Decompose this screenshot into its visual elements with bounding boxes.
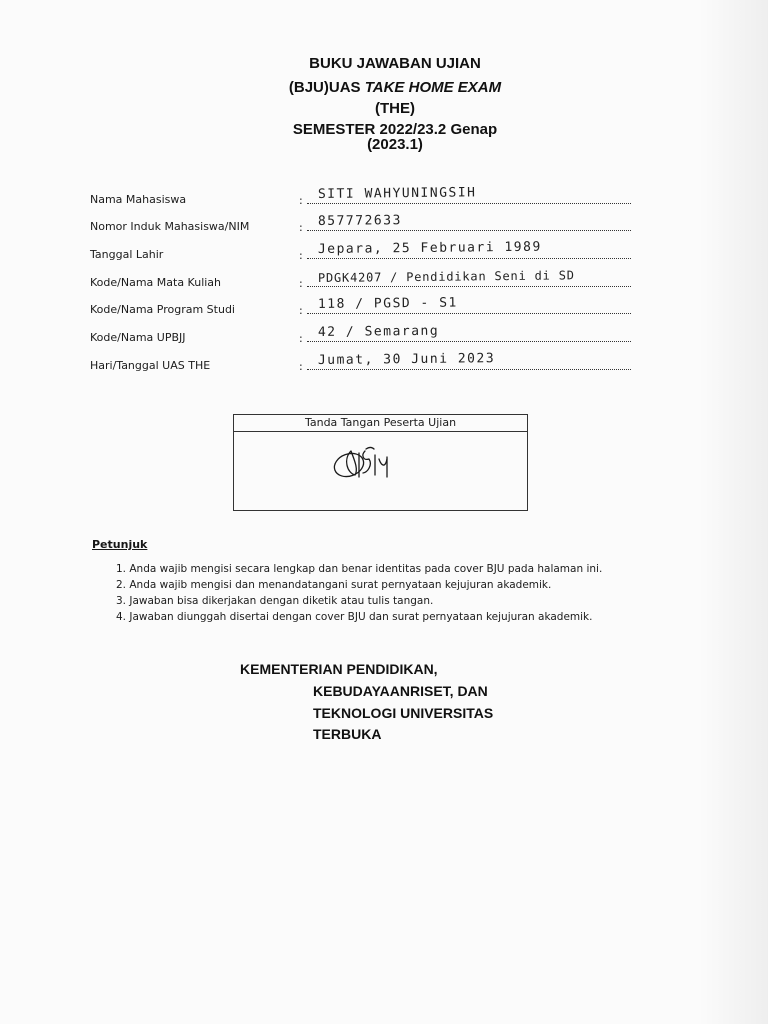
field-label: Hari/Tanggal UAS THE <box>90 359 211 372</box>
instructions-title: Petunjuk <box>92 538 148 551</box>
field-tanggal-lahir <box>90 241 635 261</box>
field-colon: : <box>299 332 303 345</box>
field-colon: : <box>299 194 303 207</box>
field-label: Kode/Nama Mata Kuliah <box>90 276 222 289</box>
dotted-line <box>307 258 631 259</box>
instruction-item: 4. Jawaban diunggah disertai dengan cover BJU dan surat pernyataan kejujuran akademik. <box>116 611 593 623</box>
field-nim <box>90 213 635 233</box>
footer-line-4: TERBUKA <box>313 726 382 742</box>
field-colon: : <box>299 277 303 290</box>
field-hari-tanggal-uas <box>90 352 635 372</box>
field-program-studi <box>90 296 635 316</box>
field-nama-mahasiswa <box>90 186 635 206</box>
field-value: 118 / PGSD - S1 <box>317 295 458 312</box>
field-label: Kode/Nama Program Studi <box>90 303 235 316</box>
title-line-4: SEMESTER 2022/23.2 Genap <box>292 121 498 138</box>
field-label: Kode/Nama UPBJJ <box>90 331 186 344</box>
title-line-3: (THE) <box>375 100 415 117</box>
title-line-2-italic: TAKE HOME EXAM <box>364 79 502 96</box>
dotted-line <box>307 230 631 231</box>
field-value: 857772633 <box>317 213 402 229</box>
instruction-item: 2. Anda wajib mengisi dan menandatangani surat pernyataan kejujuran akademik. <box>116 579 552 591</box>
field-colon: : <box>299 360 303 373</box>
instruction-item: 1. Anda wajib mengisi secara lengkap dan benar identitas pada cover BJU pada halaman ini. <box>116 563 603 575</box>
field-value: 42 / Semarang <box>317 323 440 340</box>
signature-box <box>233 414 528 511</box>
dotted-line <box>307 203 631 204</box>
footer-line-2: KEBUDAYAANRISET, DAN <box>313 683 488 699</box>
title-line-1: BUKU JAWABAN UJIAN <box>309 55 481 72</box>
title-line-5: (2023.1) <box>367 136 423 153</box>
field-value: SITI WAHYUNINGSIH <box>317 185 477 202</box>
field-value: PDGK4207 / Pendidikan Seni di SD <box>317 268 575 285</box>
field-mata-kuliah <box>90 269 635 289</box>
signature-caption: Tanda Tangan Peserta Ujian <box>234 415 527 432</box>
instructions-list <box>116 561 602 625</box>
dotted-line <box>307 286 631 287</box>
field-colon: : <box>299 221 303 234</box>
field-label: Nomor Induk Mahasiswa/NIM <box>90 220 250 233</box>
dotted-line <box>307 341 631 342</box>
field-label: Nama Mahasiswa <box>90 193 187 206</box>
instruction-item: 3. Jawaban bisa dikerjakan dengan diketik atau tulis tangan. <box>116 595 434 607</box>
page-edge-shadow <box>698 0 768 1024</box>
field-value: Jumat, 30 Juni 2023 <box>317 351 496 368</box>
footer-line-3: TEKNOLOGI UNIVERSITAS <box>313 705 494 721</box>
field-label: Tanggal Lahir <box>90 248 164 261</box>
dotted-line <box>307 369 631 370</box>
title-line-2-prefix: (BJU)UAS <box>288 79 365 96</box>
dotted-line <box>307 313 631 314</box>
footer-line-1: KEMENTERIAN PENDIDIKAN, <box>240 661 438 677</box>
field-colon: : <box>299 249 303 262</box>
handwritten-signature <box>329 445 409 481</box>
title-line-2 <box>0 79 768 96</box>
field-colon: : <box>299 304 303 317</box>
field-upbjj <box>90 324 635 344</box>
field-value: Jepara, 25 Februari 1989 <box>317 239 542 257</box>
